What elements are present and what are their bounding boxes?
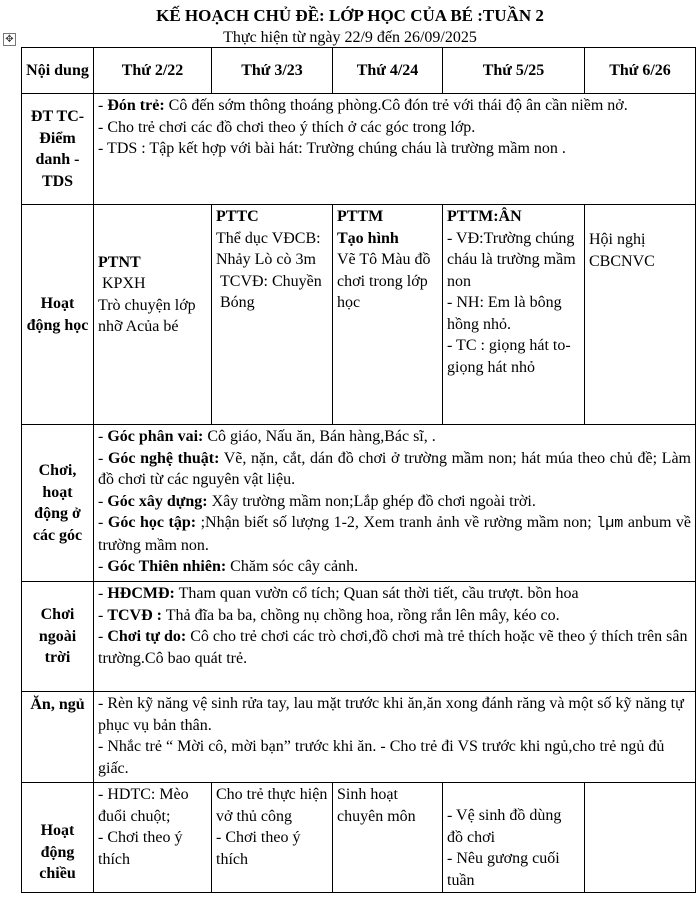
plan-table — [21, 47, 696, 893]
don-tre-content — [94, 94, 696, 205]
row-label-hoat-dong-hoc: Hoạt động học — [22, 205, 94, 425]
hdh-wed-cell: PTTM Tạo hình Vẽ Tô Màu đồ chơi trong lớp học — [333, 205, 443, 425]
table-row-hoat-dong-chieu — [22, 783, 696, 893]
header-cell-wed: Thứ 4/24 — [333, 48, 443, 94]
header-cell-tue: Thứ 3/23 — [212, 48, 333, 94]
row-label-choi-ngoai-troi: Chơi ngoài trời — [22, 582, 94, 692]
choi-ngoai-troi-content — [94, 582, 696, 692]
hdh-thu-cell: PTTM:ÂN - VĐ:Trường chúng cháu là trường mầm non - NH: Em là bông hồng nhỏ. - TC : giọng hát to- giọng hát nhỏ — [443, 205, 585, 425]
document-subtitle: Thực hiện từ ngày 22/9 đến 26/09/2025 — [223, 29, 477, 46]
row-label-an-ngu: Ăn, ngủ — [22, 692, 94, 783]
choi-goc-line: - Góc Thiên nhiên: Chăm sóc cây cảnh. — [98, 558, 359, 575]
header-cell-thu: Thứ 5/25 — [443, 48, 585, 94]
header-cell-mon: Thứ 2/22 — [94, 48, 212, 94]
chieu-mon-cell: - HDTC: Mèo đuổi chuột; - Chơi theo ý thích — [94, 783, 212, 893]
table-row-choi-goc — [22, 425, 696, 582]
table-row-hoat-dong-hoc — [22, 205, 696, 425]
chieu-tue-cell: Cho trẻ thực hiện vở thủ công - Chơi theo ý thích — [212, 783, 333, 893]
row-label-hoat-dong-chieu: Hoạt động chiều — [22, 783, 94, 893]
don-tre-line: - TDS : Tập kết hợp với bài hát: Trường chúng cháu là trường mầm non . — [98, 140, 566, 157]
hdh-fri-cell: Hội nghị CBCNVC — [585, 205, 696, 425]
document-title: KẾ HOẠCH CHỦ ĐỀ: LỚP HỌC CỦA BÉ :TUẦN 2 — [156, 6, 544, 25]
table-row-don-tre — [22, 94, 696, 205]
an-ngu-content — [94, 692, 696, 783]
table-row-an-ngu — [22, 692, 696, 783]
move-handle-icon[interactable]: ✥ — [3, 33, 16, 46]
row-label-don-tre: ĐT TC- Điểm danh - TDS — [22, 94, 94, 205]
an-ngu-line: - Rèn kỹ năng vệ sinh rửa tay, lau mặt trước khi ăn,ăn xong đánh răng và một số kỹ năng tự phục vụ bản thân. — [98, 695, 684, 734]
choi-goc-line: - Góc xây dựng: Xây trường mầm non;Lắp ghép đồ chơi ngoài trời. — [98, 492, 536, 510]
hdh-mon-cell: PTNT KPXH Trò chuyện lớp nhỡ Acủa bé — [94, 205, 212, 425]
header-cell-content: Nội dung — [22, 48, 94, 94]
choi-goc-line: - Góc học tập: ;Nhận biết số lượng 1-2, Xem tranh ảnh về rường mầm non; lµm anbum về trường mầm non. — [98, 514, 692, 554]
row-label-choi-goc: Chơi, hoạt động ở các góc — [22, 425, 94, 582]
chieu-wed-cell: Sinh hoạt chuyên môn — [333, 783, 443, 893]
choi-goc-line: - Góc nghệ thuật: Vẽ, nặn, cắt, dán đồ chơi ở trường mầm non; hát múa theo chủ đề; Làm đồ chơi từ các nguyên vật liệu. — [98, 449, 691, 488]
table-header-row — [22, 48, 696, 94]
chieu-thu-cell: - Vệ sinh đồ dùng đồ chơi - Nêu gương cuối tuần — [443, 783, 585, 893]
don-tre-line: - Đón trẻ: Cô đến sớm thông thoáng phòng.Cô đón trẻ với thái độ ân cần niềm nở. — [98, 97, 628, 114]
header-cell-fri: Thứ 6/26 — [585, 48, 696, 94]
choi-ngoai-troi-line: - Chơi tự do: Cô cho trẻ chơi các trò chơi,đồ chơi mà trẻ thích hoặc vẽ theo ý thích trên sân trường.Cô bao quát trẻ. — [98, 628, 688, 667]
hdh-tue-cell: PTTC Thể dục VĐCB: Nhảy Lò cò 3m TCVĐ: Chuyền Bóng — [212, 205, 333, 425]
choi-ngoai-troi-line: - HĐCMĐ: Tham quan vườn cổ tích; Quan sát thời tiết, cầu trượt. bồn hoa — [98, 585, 579, 602]
don-tre-line: - Cho trẻ chơi các đồ chơi theo ý thích ở các góc trong lớp. — [98, 118, 476, 136]
choi-ngoai-troi-line: - TCVĐ : Thả đĩa ba ba, chồng nụ chồng hoa, rồng rắn lên mây, kéo co. — [98, 606, 560, 624]
choi-goc-content — [94, 425, 696, 582]
table-row-choi-ngoai-troi — [22, 582, 696, 692]
an-ngu-line: - Nhắc trẻ “ Mời cô, mời bạn” trước khi ăn. - Cho trẻ đi VS trước khi ngủ,cho trẻ ngủ đủ giấc. — [98, 738, 665, 777]
chieu-fri-cell — [585, 783, 696, 893]
choi-goc-line: - Góc phân vai: Cô giáo, Nấu ăn, Bán hàng,Bác sĩ, . — [98, 428, 436, 445]
